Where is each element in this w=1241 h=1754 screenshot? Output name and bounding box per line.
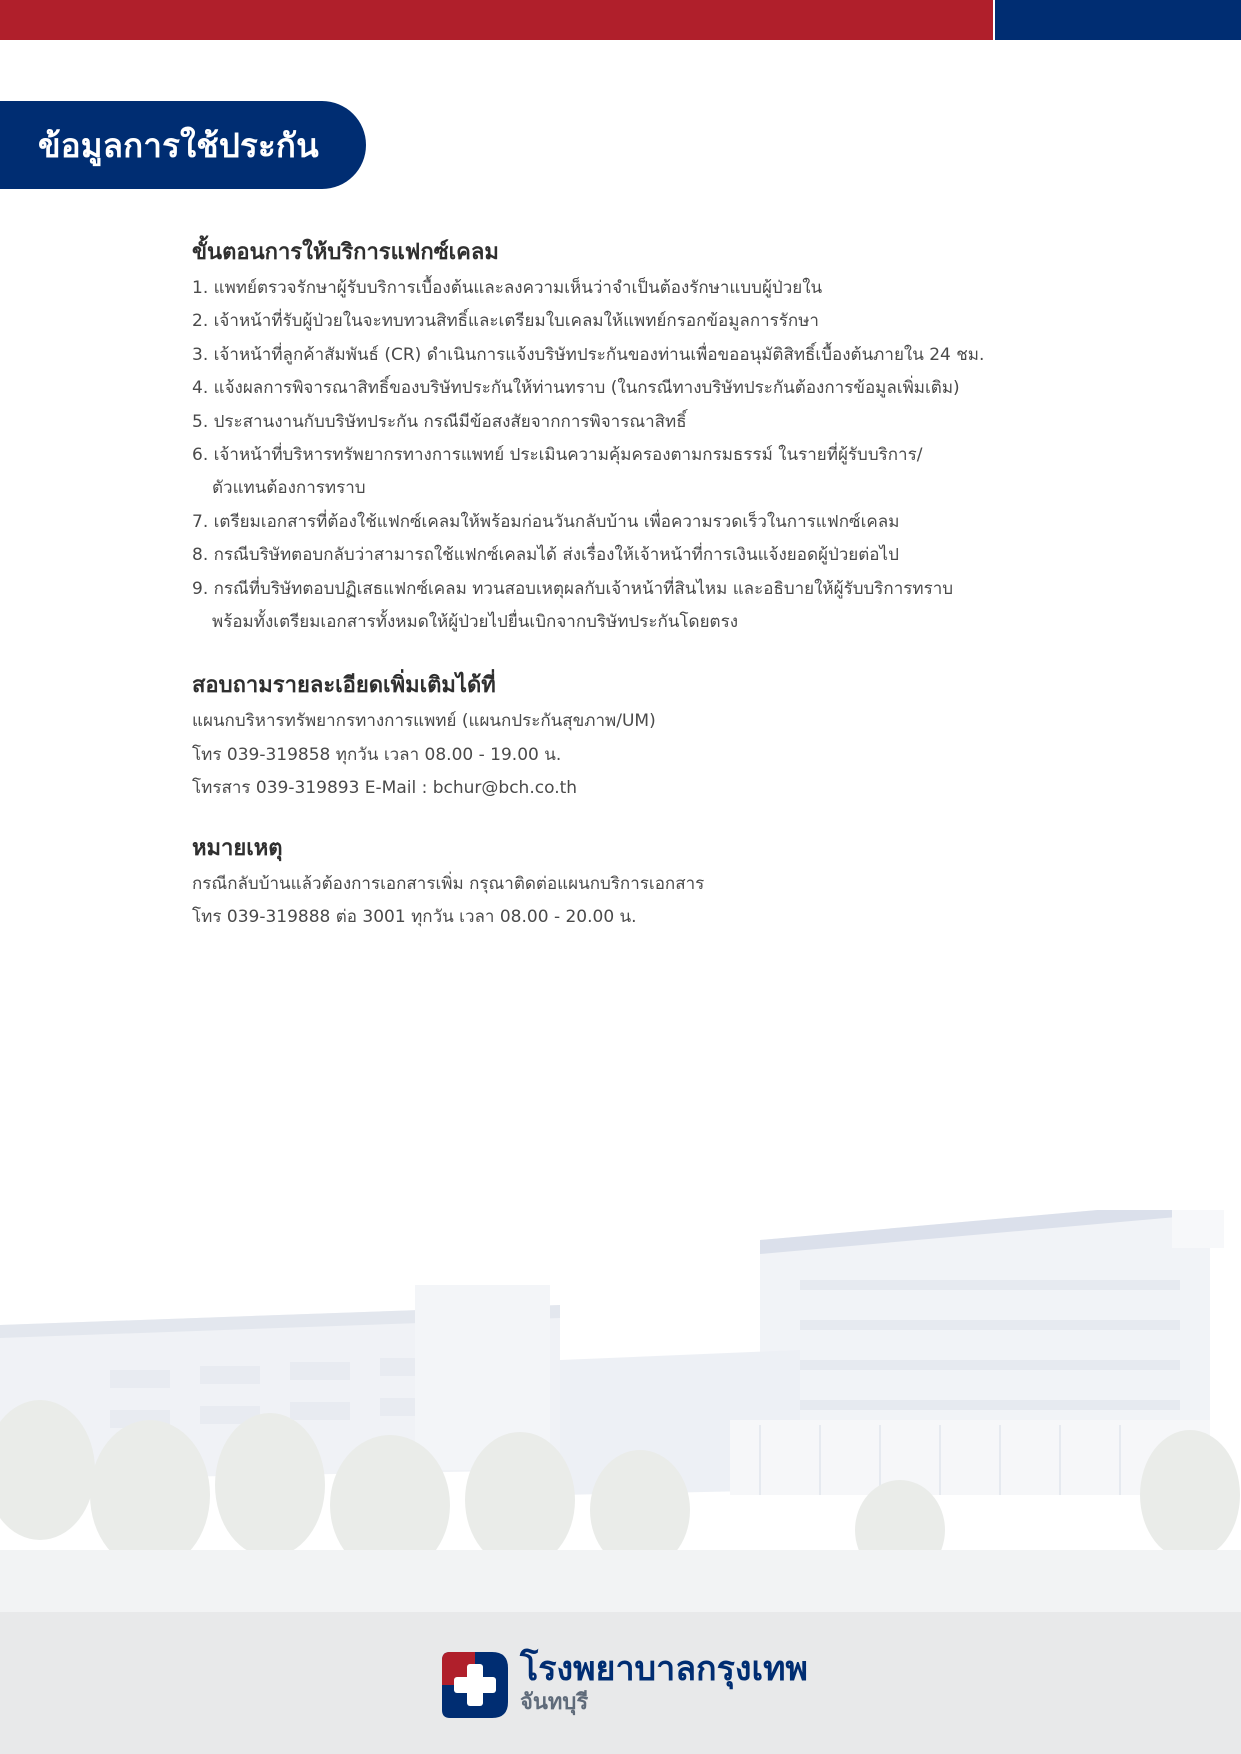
contact-heading: สอบถามรายละเอียดเพิ่มเติมได้ที่ [192,673,496,699]
main-content [192,234,1092,935]
hospital-name: โรงพยาบาลกรุงเทพ [520,1649,808,1689]
note-heading: หมายเหตุ [192,835,283,861]
step-continuation: ตัวแทนต้องการทราบ [212,478,366,499]
step-item: 1. แพทย์ตรวจรักษาผู้รับบริการเบื้องต้นและลงความเห็นว่าจำเป็นต้องรักษาแบบผู้ป่วยใน [192,278,823,298]
step-continuation: พร้อมทั้งเตรียมเอกสารทั้งหมดให้ผู้ป่วยไปยื่นเบิกจากบริษัทประกันโดยตรง [212,612,739,633]
page-title: ข้อมูลการใช้ประกัน [38,125,319,165]
step-item [192,573,1092,640]
step-item [192,439,1092,506]
step-text: 6. เจ้าหน้าที่บริหารทรัพยากรทางการแพทย์ ประเมินความคุ้มครองตามกรมธรรม์ ในรายที่ผู้รับบริการ/ [192,445,923,466]
contact-phone: โทร 039-319858 ทุกวัน เวลา 08.00 - 19.00 น. [192,744,562,765]
note-line: โทร 039-319888 ต่อ 3001 ทุกวัน เวลา 08.00 - 20.00 น. [192,907,637,928]
contact-department: แผนกบริหารทรัพยากรทางการแพทย์ (แผนกประกันสุขภาพ/UM) [192,711,656,732]
step-item: 5. ประสานงานกับบริษัทประกัน กรณีมีข้อสงสัยจากการพิจารณาสิทธิ์ [192,411,687,432]
step-item: 3. เจ้าหน้าที่ลูกค้าสัมพันธ์ (CR) ดำเนินการแจ้งบริษัทประกันของท่านเพื่อขออนุมัติสิทธิ์เบื้องต้นภายใน 24 ชม. [192,344,985,365]
top-bar-red [0,0,993,40]
top-bar-blue [995,0,1241,40]
step-item: 7. เตรียมเอกสารที่ต้องใช้แฟกซ์เคลมให้พร้อมก่อนวันกลับบ้าน เพื่อความรวดเร็วในการแฟกซ์เคลม [192,511,900,532]
process-steps-list [192,272,1092,639]
step-text: 9. กรณีที่บริษัทตอบปฏิเสธแฟกซ์เคลม ทวนสอบเหตุผลกับเจ้าหน้าที่สินไหม และอธิบายให้ผู้รับบริการทราบ [192,578,954,599]
process-heading: ขั้นตอนการให้บริการแฟกซ์เคลม [192,240,499,265]
hospital-logo [442,1649,808,1724]
hospital-building-illustration [0,1210,1241,1612]
top-color-bar [0,0,1241,40]
page-title-banner [0,101,366,189]
step-item: 8. กรณีบริษัทตอบกลับว่าสามารถใช้แฟกซ์เคลมได้ ส่งเรื่องให้เจ้าหน้าที่การเงินแจ้งยอดผู้ป่วยต่อไป [192,545,899,566]
footer [0,1612,1241,1754]
note-line: กรณีกลับบ้านแล้วต้องการเอกสารเพิ่ม กรุณาติดต่อแผนกบริการเอกสาร [192,873,705,894]
hospital-cross-icon [442,1652,508,1718]
contact-fax-email: โทรสาร 039-319893 E-Mail : bchur@bch.co.th [192,778,578,799]
step-item: 4. แจ้งผลการพิจารณาสิทธิ์ของบริษัทประกันให้ท่านทราบ (ในกรณีทางบริษัทประกันต้องการข้อมูลเพิ่มเติม) [192,378,960,399]
step-item: 2. เจ้าหน้าที่รับผู้ป่วยในจะทบทวนสิทธิ์และเตรียมใบเคลมให้แพทย์กรอกข้อมูลการรักษา [192,311,819,332]
hospital-branch: จันทบุรี [520,1690,589,1715]
